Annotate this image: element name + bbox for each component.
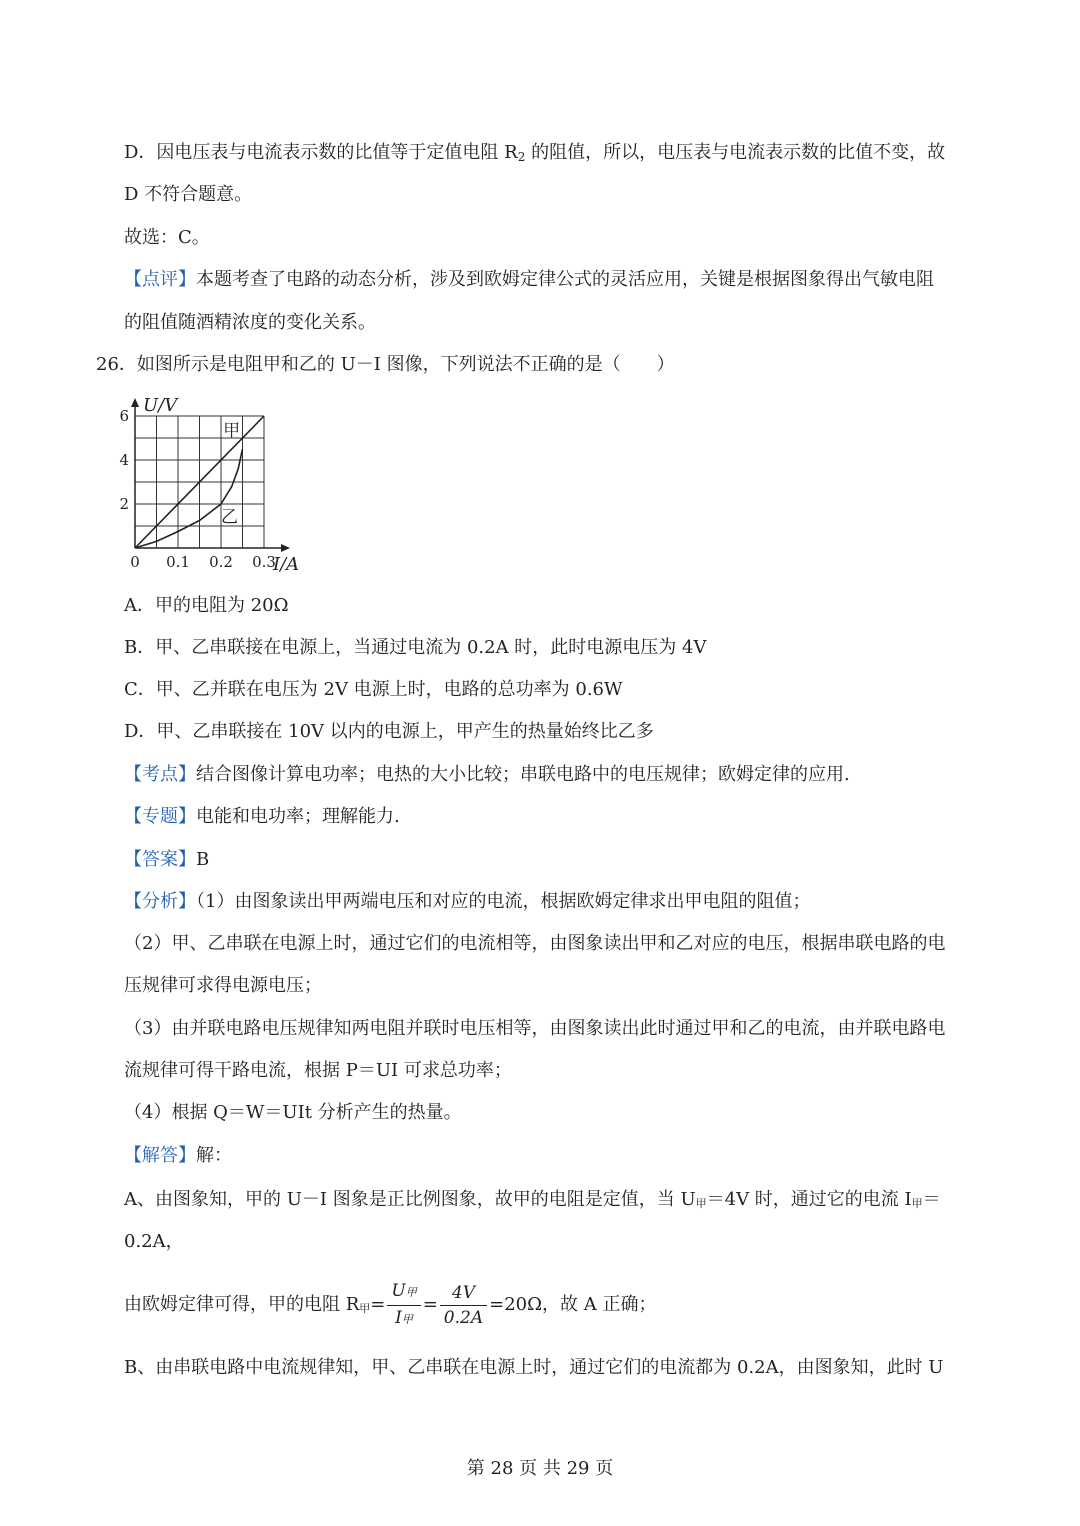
review-line2: 的阻值随酒精浓度的变化关系。 — [124, 312, 376, 333]
solution-tag: 【解答】 — [124, 1145, 196, 1166]
question-26-stem: 26．如图所示是电阻甲和乙的 U－I 图像，下列说法不正确的是（ ） — [96, 354, 675, 375]
series-line-yi — [135, 449, 243, 548]
y-axis-arrow — [131, 398, 139, 407]
solution-b-line1: B、由串联电路中电流规律知，甲、乙串联在电源上时，通过它们的电流都为 0.2A，由图象知，此时 U — [124, 1357, 944, 1378]
analysis-line3b: 流规律可得干路电流，根据 P＝UI 可求总功率； — [124, 1060, 512, 1081]
x-axis-arrow — [281, 544, 290, 552]
page-footer: 第 28 页 共 29 页 — [466, 1458, 614, 1479]
fraction-4v-over-02a: $\frac{4V}{0.2A}$ — [440, 1283, 487, 1328]
y-tick-label: 4 — [119, 451, 129, 469]
x-tick-label: 0 — [130, 553, 140, 571]
x-tick-label: 0.3 — [252, 553, 276, 571]
y-tick-label: 2 — [119, 495, 129, 513]
y-tick-label: 6 — [119, 407, 129, 425]
x-tick-label: 0.1 — [166, 553, 190, 571]
solution-line: 【解答】解： — [124, 1145, 232, 1166]
option-a: A．甲的电阻为 20Ω — [124, 595, 289, 616]
option-b: B．甲、乙串联接在电源上，当通过电流为 0.2A 时，此时电源电压为 4V — [124, 637, 707, 658]
option-c: C．甲、乙并联在电压为 2V 电源上时，电路的总功率为 0.6W — [124, 679, 623, 700]
solution-a-line1: A、由图象知，甲的 U－I 图象是正比例图象，故甲的电阻是定值，当 U甲＝4V 时，通过它的电流 I甲＝ — [124, 1189, 941, 1210]
answer-line: 【答案】B — [124, 849, 210, 870]
zhuanti-tag: 【专题】 — [124, 806, 196, 827]
answer-tag: 【答案】 — [124, 849, 196, 870]
solution-a-line2: 0.2A， — [124, 1231, 184, 1252]
zhuanti-line: 【专题】电能和电功率；理解能力. — [124, 806, 400, 827]
ui-chart — [115, 392, 315, 577]
analysis-tag: 【分析】 — [124, 891, 196, 912]
solution-a-formula: 由欧姆定律可得，甲的电阻 R甲= $\frac{\text{U甲}}{\text{I甲}}$ = $\frac{4V}{0.2A}$ =20Ω，故 A 正确； — [124, 1280, 657, 1328]
option-d: D．甲、乙串联接在 10V 以内的电源上，甲产生的热量始终比乙多 — [124, 721, 654, 742]
series-label-jia: 甲 — [223, 420, 241, 441]
chart-axes — [131, 398, 290, 552]
kaodian-line: 【考点】结合图像计算电功率；电热的大小比较；串联电路中的电压规律；欧姆定律的应用. — [124, 764, 850, 785]
x-axis-label: I/A — [273, 554, 300, 575]
analysis-line2a: （2）甲、乙串联在电源上时，通过它们的电流相等，由图象读出甲和乙对应的电压，根据串联电路的电 — [124, 933, 946, 954]
kaodian-tag: 【考点】 — [124, 764, 196, 785]
analysis-line2b: 压规律可求得电源电压； — [124, 975, 322, 996]
fraction-u-over-i: $\frac{\text{U甲}}{\text{I甲}}$ — [387, 1281, 420, 1330]
series-label-yi: 乙 — [221, 507, 238, 528]
review-tag: 【点评】 — [124, 269, 196, 290]
prev-option-d-line2: D 不符合题意。 — [124, 184, 253, 205]
analysis-line1: 【分析】（1）由图象读出甲两端电压和对应的电流，根据欧姆定律求出甲电阻的阻值； — [124, 891, 811, 912]
analysis-line3a: （3）由并联电路电压规律知两电阻并联时电压相等，由图象读出此时通过甲和乙的电流，由并联电路电 — [124, 1018, 946, 1039]
x-tick-label: 0.2 — [209, 553, 233, 571]
prev-option-d-line1: D．因电压表与电流表示数的比值等于定值电阻 $R_2$ 的阻值，所以，电压表与电流表示数的比值不变，故 — [124, 142, 946, 164]
analysis-line4: （4）根据 Q＝W＝UIt 分析产生的热量。 — [124, 1102, 462, 1123]
prev-choice: 故选：C。 — [124, 227, 210, 248]
review-line1: 【点评】本题考查了电路的动态分析，涉及到欧姆定律公式的灵活应用，关键是根据图象得出气敏电阻 — [124, 269, 934, 290]
y-axis-label: U/V — [143, 395, 178, 416]
